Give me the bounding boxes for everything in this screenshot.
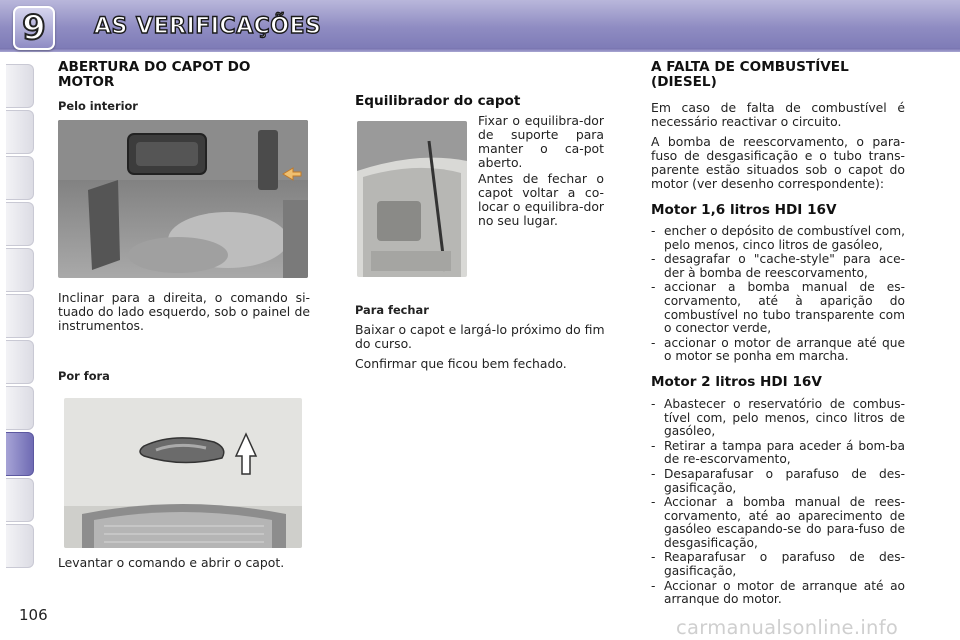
fuel-shortage-intro-2: A bomba de reescorvamento, o para-fuso de desgasificação e o tubo trans-parente estão situados sob o capot do motor (ver desenho correspondente): <box>651 134 905 191</box>
chapter-tab[interactable] <box>6 524 34 568</box>
bonnet-stay-illustration <box>357 121 467 277</box>
section-title-fuel-shortage: A FALTA DE COMBUSTÍVEL (DIESEL) <box>651 59 849 90</box>
engine-20-step: - Accionar a bomba manual de rees-corvamento, até ao aparecimento de gasóleo escapando-se do para-fuso de desgasificação, <box>651 496 905 550</box>
close-instructions-1: Baixar o capot e largá-lo próximo do fim do curso. <box>355 322 605 351</box>
engine-16-step: - accionar a bomba manual de es-corvamento, até à aparição do combustível no tubo transparente com o conector verde, <box>651 281 905 335</box>
chapter-tabs <box>0 64 40 584</box>
chapter-tab[interactable] <box>6 340 34 384</box>
bonnet-stay-text-1: Fixar o equilibra-dor de suporte para manter o ca-pot aberto. <box>478 113 604 170</box>
chapter-title: AS VERIFICAÇÕES <box>94 14 322 39</box>
engine-20-step: - Desaparafusar o parafuso de des-gasificação, <box>651 468 905 495</box>
heading-to-close: Para fechar <box>355 303 429 317</box>
chapter-tab[interactable] <box>6 110 34 154</box>
column-bonnet-stay <box>355 60 607 375</box>
engine-16-step: - accionar o motor de arranque até que o motor se ponha em marcha. <box>651 337 905 364</box>
interior-release-photo <box>58 120 308 278</box>
chapter-tab[interactable] <box>6 248 34 292</box>
chapter-tab-active[interactable] <box>6 432 34 476</box>
heading-from-inside: Pelo interior <box>58 99 138 113</box>
exterior-release-photo <box>64 398 302 548</box>
column-fuel-shortage <box>651 60 905 608</box>
chapter-tab[interactable] <box>6 294 34 338</box>
column-bonnet-opening <box>58 60 310 574</box>
engine-20-step: - Reaparafusar o parafuso de des-gasificação, <box>651 551 905 578</box>
bonnet-stay-text-2: Antes de fechar o capot voltar a co-locar o equilibra-dor no seu lugar. <box>478 171 604 228</box>
chapter-tab[interactable] <box>6 156 34 200</box>
engine-16-step: - encher o depósito de combustível com, pelo menos, cinco litros de gasóleo, <box>651 225 905 252</box>
close-instructions-2: Confirmar que ficou bem fechado. <box>355 356 567 371</box>
chapter-tab[interactable] <box>6 478 34 522</box>
header-divider <box>0 48 960 52</box>
interior-instructions: Inclinar para a direita, o comando si-tuado do lado esquerdo, sob o painel de instrumentos. <box>58 290 310 333</box>
watermark-text: carmanualsonline.info <box>676 616 899 639</box>
engine-20-step: - Abastecer o reservatório de combus-tível com, pelo menos, cinco litros de gasóleo, <box>651 398 905 439</box>
chapter-tab[interactable] <box>6 386 34 430</box>
chapter-tab[interactable] <box>6 202 34 246</box>
engine-20-steps <box>651 398 905 607</box>
fuel-shortage-intro-1: Em caso de falta de combustível é necessário reactivar o circuito. <box>651 100 905 129</box>
engine-16-step: - desagrafar o "cache-style" para ace-der à bomba de reescorvamento, <box>651 253 905 280</box>
page-number: 106 <box>19 606 48 624</box>
heading-from-outside: Por fora <box>58 369 110 383</box>
exterior-release-illustration <box>64 398 302 548</box>
chapter-tab[interactable] <box>6 64 34 108</box>
exterior-instructions: Levantar o comando e abrir o capot. <box>58 555 285 570</box>
chapter-number: 9 <box>22 8 46 48</box>
engine-16-steps <box>651 225 905 364</box>
chapter-number-badge <box>13 6 55 50</box>
engine-20-step: - Accionar o motor de arranque até ao arranque do motor. <box>651 580 905 607</box>
section-title-bonnet-opening: ABERTURA DO CAPOT DO MOTOR <box>58 59 251 90</box>
engine-20-title: Motor 2 litros HDI 16V <box>651 373 822 390</box>
engine-16-title: Motor 1,6 litros HDI 16V <box>651 202 837 218</box>
bonnet-stay-photo <box>357 121 467 277</box>
engine-20-step: - Retirar a tampa para aceder á bom-ba de re-escorvamento, <box>651 440 905 467</box>
interior-release-illustration <box>58 120 308 278</box>
section-title-bonnet-stay: Equilibrador do capot <box>355 93 521 109</box>
